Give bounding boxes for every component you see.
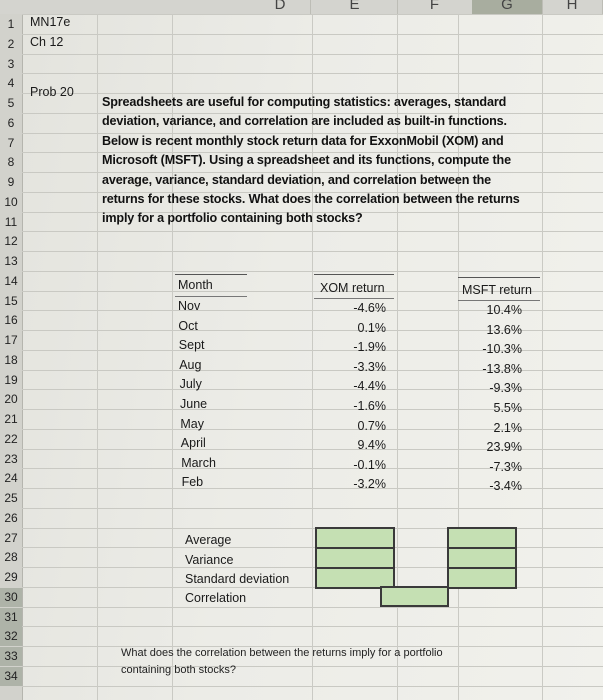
msft-return-cell[interactable]: -10.3% [482, 342, 522, 357]
row-header[interactable]: 4 [7, 76, 15, 91]
problem-line: imply for a portfolio containing both stocks? [102, 211, 363, 226]
row-header[interactable]: 3 [7, 56, 15, 71]
xom-return-cell[interactable]: 0.7% [357, 418, 386, 433]
msft-return-cell[interactable]: -13.8% [482, 361, 522, 376]
row-header[interactable]: 26 [4, 510, 18, 525]
msft-return-cell[interactable]: 23.9% [486, 440, 522, 455]
row-header[interactable]: 32 [0, 627, 22, 646]
row-header[interactable]: 17 [4, 333, 18, 347]
row-header[interactable]: 8 [7, 155, 15, 170]
xom-return-cell[interactable]: -0.1% [353, 457, 386, 472]
row-header[interactable]: 18 [4, 352, 18, 367]
column-header-f[interactable]: F [397, 0, 473, 14]
row-header[interactable]: 16 [4, 313, 18, 328]
msft-return-cell[interactable]: 2.1% [493, 420, 522, 435]
month-cell[interactable]: Nov [178, 299, 201, 313]
xom-return-cell[interactable]: -4.4% [353, 379, 386, 394]
row-header[interactable]: 7 [7, 135, 15, 150]
header-month[interactable]: Month [178, 278, 213, 292]
row-header[interactable]: 34 [0, 667, 22, 686]
xom-return-cell[interactable]: 9.4% [357, 438, 386, 453]
month-cell[interactable]: Aug [179, 357, 202, 372]
label-variance[interactable]: Variance [185, 553, 234, 567]
row-header[interactable]: 11 [4, 214, 18, 229]
row-header[interactable]: 19 [4, 372, 18, 387]
row-header[interactable]: 5 [7, 96, 15, 110]
problem-line: Microsoft (MSFT). Using a spreadsheet and its functions, compute the [102, 153, 511, 168]
row-header[interactable]: 6 [7, 115, 15, 130]
msft-return-cell[interactable]: -7.3% [489, 459, 522, 474]
problem-line: returns for these stocks. What does the correlation between the returns [102, 192, 520, 207]
question-line: containing both stocks? [121, 664, 236, 676]
xom-return-cell[interactable]: -4.6% [353, 301, 386, 315]
column-header-bar [0, 0, 603, 15]
row-header[interactable]: 25 [4, 491, 18, 505]
question-line: What does the correlation between the returns imply for a portfolio [121, 647, 443, 659]
problem-line: deviation, variance, and correlation are included as built-in functions. [102, 114, 507, 129]
row-header[interactable]: 21 [4, 412, 18, 426]
month-cell[interactable]: July [179, 377, 202, 392]
cell-a4[interactable]: Prob 20 [30, 85, 74, 99]
msft-std-dev-cell[interactable] [447, 567, 517, 589]
xom-return-cell[interactable]: -1.6% [353, 399, 386, 413]
row-header[interactable]: 28 [4, 550, 18, 565]
month-cell[interactable]: May [180, 416, 205, 431]
question-text[interactable] [121, 645, 541, 679]
column-header-h[interactable]: H [542, 0, 603, 14]
header-msft-return[interactable]: MSFT return [462, 283, 532, 297]
msft-return-cell[interactable]: -3.4% [489, 479, 522, 494]
row-header[interactable]: 14 [4, 273, 18, 288]
label-standard-deviation[interactable]: Standard deviation [185, 572, 290, 586]
xom-average-cell[interactable] [315, 527, 395, 549]
xom-return-cell[interactable]: -3.2% [353, 477, 386, 492]
row-header[interactable]: 30 [0, 588, 22, 607]
month-cell[interactable]: April [180, 436, 206, 451]
month-cell[interactable]: Sept [178, 338, 205, 353]
label-correlation[interactable]: Correlation [185, 591, 247, 605]
row-header[interactable]: 24 [4, 471, 18, 486]
problem-line: Below is recent monthly stock return data for ExxonMobil (XOM) and [102, 133, 504, 148]
msft-average-cell[interactable] [447, 527, 517, 549]
label-average[interactable]: Average [185, 533, 232, 547]
problem-statement[interactable] [102, 93, 552, 229]
row-header[interactable]: 12 [4, 234, 18, 249]
correlation-cell[interactable] [380, 586, 449, 607]
msft-return-cell[interactable]: 5.5% [493, 401, 522, 415]
row-header[interactable]: 22 [4, 431, 18, 446]
xom-return-cell[interactable]: -3.3% [353, 359, 386, 374]
month-cell[interactable]: June [180, 397, 208, 411]
row-header[interactable]: 29 [4, 570, 18, 584]
row-header[interactable]: 27 [4, 530, 18, 545]
msft-return-cell[interactable]: 10.4% [486, 303, 522, 317]
row-header[interactable]: 31 [0, 608, 22, 627]
cell-a2[interactable]: Ch 12 [30, 35, 64, 49]
row-header[interactable]: 10 [4, 194, 18, 209]
msft-return-cell[interactable]: 13.6% [486, 322, 522, 337]
row-header[interactable]: 15 [4, 293, 18, 308]
column-header-g[interactable]: G [472, 0, 543, 14]
month-cell[interactable]: March [181, 455, 216, 470]
xom-return-cell[interactable]: -1.9% [353, 340, 386, 355]
row-header[interactable]: 13 [4, 254, 18, 268]
month-cell[interactable]: Feb [181, 475, 204, 490]
column-header-d[interactable]: D [250, 0, 311, 14]
row-header[interactable]: 20 [4, 392, 18, 407]
row-header[interactable]: 33 [0, 647, 22, 666]
column-header-e[interactable]: E [312, 0, 398, 14]
header-xom-return[interactable]: XOM return [320, 281, 385, 295]
row-header[interactable]: 23 [4, 451, 18, 466]
msft-variance-cell[interactable] [447, 547, 517, 569]
row-header[interactable]: 1 [7, 17, 15, 31]
xom-return-cell[interactable]: 0.1% [357, 320, 386, 335]
problem-line: average, variance, standard deviation, and correlation between the [102, 172, 492, 187]
cell-a1[interactable]: MN17e [30, 15, 71, 29]
row-header[interactable]: 2 [7, 36, 15, 51]
msft-return-cell[interactable]: -9.3% [489, 381, 522, 396]
xom-variance-cell[interactable] [315, 547, 395, 569]
row-header[interactable]: 9 [7, 175, 15, 189]
month-cell[interactable]: Oct [178, 318, 198, 333]
problem-line: Spreadsheets are useful for computing statistics: averages, standard [102, 95, 507, 109]
